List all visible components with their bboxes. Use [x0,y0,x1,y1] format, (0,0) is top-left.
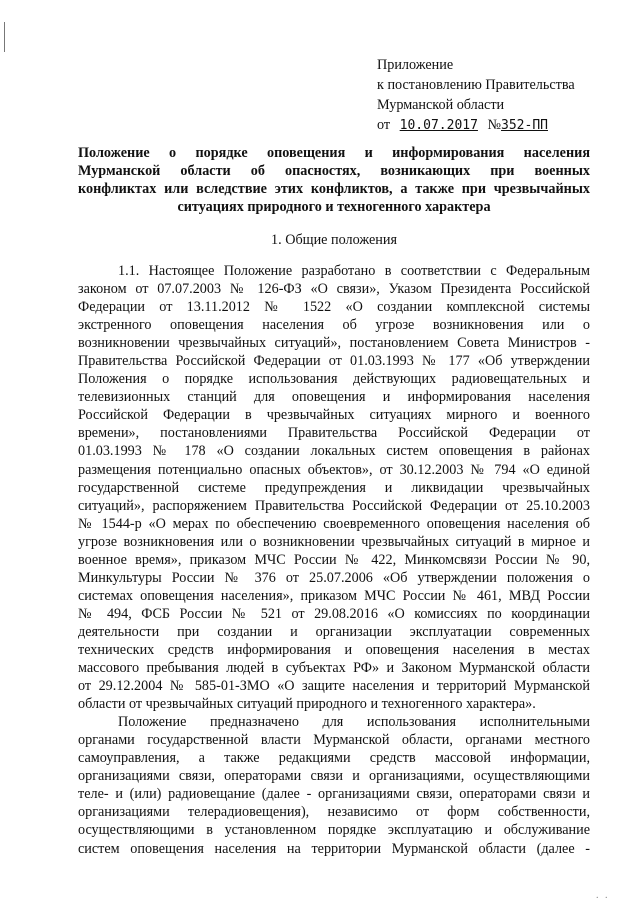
approval-line: Мурманской области [377,97,505,113]
text-line: 1.1. Настоящее Положение разработано в соответствии с Федеральным [118,263,590,279]
text-line: самоуправления, а также редакциями средств массовой информации, [78,750,590,767]
text-line: осуществляющими в установленном порядке эксплуатацию и обслуживание [78,822,590,839]
text-line: области от чрезвычайных ситуаций природного и техногенного характера». [78,696,536,713]
text-line: размещения потенциально опасных объектов», от 30.12.2003 № 794 «О единой [78,461,590,478]
text-line: угрозе возникновения или о возникновении чрезвычайных ситуаций в мирное и [78,533,590,550]
number-prefix: № [487,117,502,133]
paragraph-1-1 [78,262,590,713]
text-line: возникновении чрезвычайных ситуаций», постановлением Совета Министров - [78,335,590,352]
date-prefix: от [377,117,391,133]
approval-line: Приложение [377,57,454,73]
text-line: Российской Федерации в чрезвычайных ситуациях мирного и военного [78,407,590,424]
text-line: военное время», приказом МЧС России № 422, Минкомсвязи России № 90, [78,551,590,568]
text-line: № 1544-р «О мерах по обеспечению своевременного оповещения населения об [78,515,590,532]
text-line: технических средств информирования и оповещения населения в местах [78,641,590,658]
title-line: ситуациях природного и техногенного характера [177,199,491,215]
text-line: телевизионных станций для оповещения и информирования населения [78,389,590,406]
approval-date-line [377,115,627,136]
approval-line: к постановлению Правительства [377,77,575,93]
text-line: систем оповещения населения на территории Мурманской области (далее - [78,840,590,857]
text-line: Положения о порядке использования действующих радиовещательных и [78,371,590,388]
text-line: экстренного оповещения населения об угрозе возникновения или о [78,317,590,334]
title-line: Положение о порядке оповещения и информирования населения [78,145,590,161]
text-line: времени», постановлениями Правительства Российской Федерации от [78,425,590,442]
text-line: организациями телерадиовещения), независимо от форм собственности, [78,804,590,821]
scan-artifact: . . [596,890,610,901]
approval-date: 10.07.2017 [399,118,478,133]
scan-edge-mark [4,22,5,52]
title-line: конфликтах или вследствие этих конфликтов, а также при чрезвычайных [78,181,590,197]
section-heading: 1. Общие положения [271,232,397,248]
text-line: теле- и (или) радиовещание (далее - организациями связи, операторами связи и [78,786,590,803]
text-line: Минкультуры России № 376 от 25.07.2006 «Об утверждении положения о [78,569,590,586]
document-body [78,262,590,858]
text-line: Федерации от 13.11.2012 № 1522 «О создании комплексной системы [78,299,590,316]
text-line: ситуаций», распоряжением Правительства Российской Федерации от 25.10.2003 [78,497,590,514]
text-line: органами государственной власти Мурманской области, органами местного [78,732,590,749]
paragraph-purpose [78,713,590,857]
text-line: государственной системе предупреждения и ликвидации чрезвычайных [78,479,590,496]
text-line: Правительства Российской Федерации от 01.03.1993 № 177 «Об утверждении [78,353,590,370]
text-line: системах оповещения населения», приказом МЧС России № 461, МВД России [78,587,590,604]
text-line: организациями связи, операторами связи и организациями, осуществляющими [78,768,590,785]
text-line: 01.03.1993 № 178 «О создании локальных систем оповещения в районах [78,443,590,460]
text-line: Положение предназначено для использования исполнительными [118,714,590,731]
text-line: деятельности при создании и организации эксплуатации современных [78,623,590,640]
title-line: Мурманской области об опасностях, возникающих при военных [78,163,590,179]
document-title [78,144,590,216]
approval-number: 352-ПП [501,118,548,133]
text-line: массового пребывания людей в субъектах РФ» и Законом Мурманской области [78,660,590,677]
text-line: № 494, ФСБ России № 521 от 29.08.2016 «О комиссиях по координации [78,605,590,622]
text-line: от 29.12.2004 № 585-01-ЗМО «О защите населения и территорий Мурманской [78,678,590,695]
approval-block [377,55,627,136]
text-line: законом от 07.07.2003 № 126-ФЗ «О связи», Указом Президента Российской [78,281,590,298]
